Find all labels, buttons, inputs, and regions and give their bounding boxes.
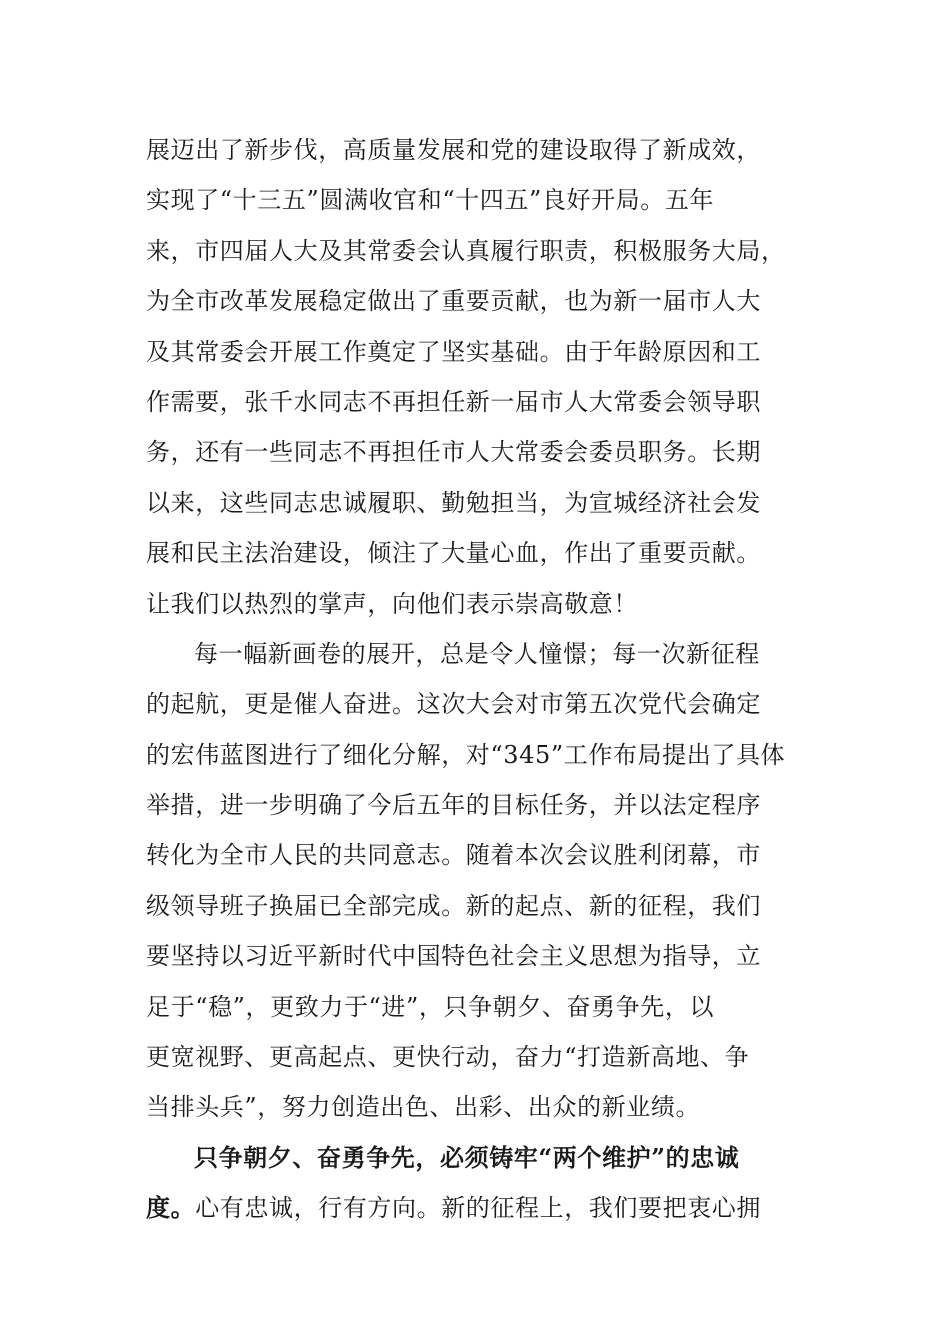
text-line: 转化为全市人民的共同意志。随着本次会议胜利闭幕，市 bbox=[146, 841, 761, 870]
text-line: 展迈出了新步伐，高质量发展和党的建设取得了新成效， bbox=[146, 136, 761, 164]
text-line: 级领导班子换届已全部完成。新的起点、新的征程，我们 bbox=[146, 891, 761, 920]
text-line: 更宽视野、更高起点、更快行动，奋力“打造新高地、争 bbox=[146, 1043, 750, 1072]
text-line: 举措，进一步明确了今后五年的目标任务，并以法定程序 bbox=[146, 791, 761, 820]
text-line: 展和民主法治建设，倾注了大量心血，作出了重要贡献。 bbox=[146, 539, 761, 568]
text-line: 作需要，张千水同志不再担任新一届市人大常委会领导职 bbox=[146, 387, 761, 416]
text-line: 当排头兵”，努力创造出色、出彩、出众的新业绩。 bbox=[146, 1093, 701, 1122]
text-line-mixed bbox=[146, 1183, 806, 1233]
text-line: 为全市改革发展稳定做出了重要贡献，也为新一届市人大 bbox=[146, 287, 761, 316]
document-body bbox=[146, 125, 806, 1234]
text-line: 实现了“十三五”圆满收官和“十四五”良好开局。五年 bbox=[146, 186, 715, 215]
text-line: 的起航，更是催人奋进。这次大会对市第五次党代会确定 bbox=[146, 690, 761, 719]
text-line: 要坚持以习近平新时代中国特色社会主义思想为指导，立 bbox=[146, 942, 761, 971]
section-heading-end: 度。 bbox=[146, 1193, 196, 1223]
section-heading-line: 只争朝夕、奋勇争先，必须铸牢“两个维护”的忠诚 bbox=[194, 1142, 740, 1172]
text-line: 务，还有一些同志不再担任市人大常委会委员职务。长期 bbox=[146, 438, 761, 467]
text-line: 以来，这些同志忠诚履职、勤勉担当，为宣城经济社会发 bbox=[146, 488, 761, 517]
paragraph-start-line: 每一幅新画卷的展开，总是令人憧憬；每一次新征程 bbox=[194, 639, 760, 668]
text-line: 的宏伟蓝图进行了细化分解，对“345”工作布局提出了具体 bbox=[146, 740, 786, 769]
text-line: 让我们以热烈的掌声，向他们表示崇高敬意！ bbox=[146, 589, 638, 618]
section-body-start: 心有忠诚，行有方向。新的征程上，我们要把衷心拥 bbox=[195, 1194, 762, 1223]
text-line: 及其常委会开展工作奠定了坚实基础。由于年龄原因和工 bbox=[146, 337, 761, 366]
text-line: 来，市四届人大及其常委会认真履行职责，积极服务大局， bbox=[146, 236, 786, 265]
text-line: 足于“稳”，更致力于“进”，只争朝夕、奋勇争先，以 bbox=[146, 992, 715, 1021]
